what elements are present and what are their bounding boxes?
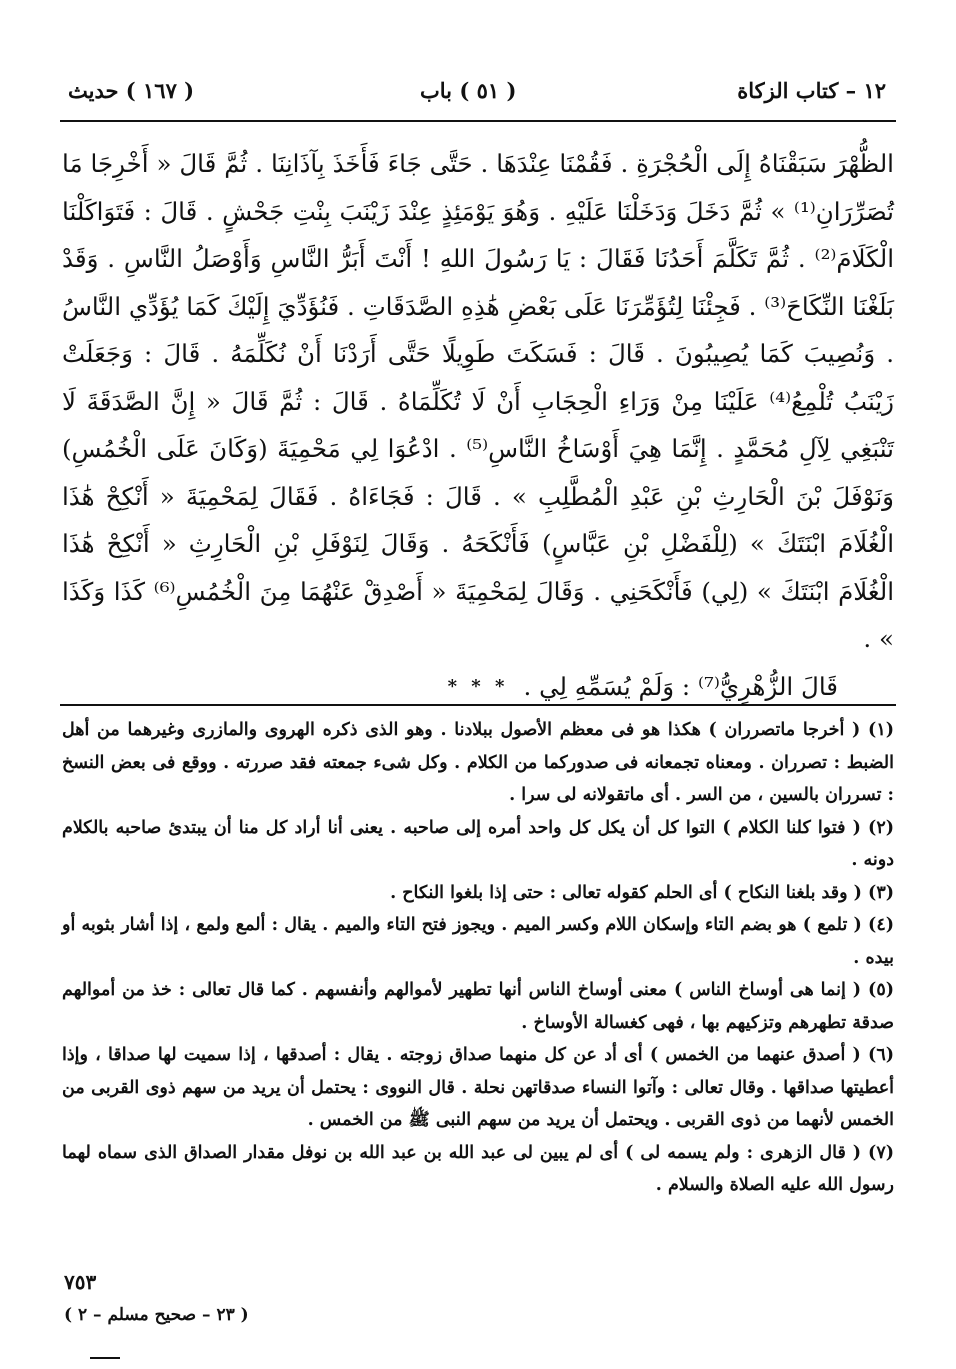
section-separator: * * *: [447, 676, 509, 697]
footnote-5: (٥) ( إنما هى أوساخ الناس ) معنى أوساخ الناس أنها تطهير لأموالهم وأنفسهم . كما قال تعالى : خذ من أموالهم صدقة تطهرهم وتزكيهم بها ، فهى كغسالة الأوساخ .: [62, 980, 894, 1033]
header-divider: [60, 120, 896, 122]
footnote-2: (٢) ( فتوا كلنا الكلام ) التوا كل أن يكل كل واحد أمره إلى صاحبه . يعنى أنا أراد كل منا أن يبتدئ صاحبه بالكلام دونه .: [62, 817, 894, 870]
page-number: ٧٥٣: [64, 1270, 97, 1294]
footnote-7: (٧) ( قال الزهرى : ولم يسمه لى ) أى لم يبين لى عبد الله بن عبد الله بن نوفل مقدار الصداق الذى سماه لهما رسول الله عليه الصلاة والسلام .: [62, 1142, 894, 1195]
page-header: [60, 70, 896, 120]
footnotes: [62, 714, 894, 1202]
footnote-3: (٣) ( وقد بلغنا النكاح ) أى الحلم كقوله تعالى : حتى إذا بلغوا النكاح .: [390, 882, 894, 903]
hadith-closing-line: قَالَ الزُّهْرِيُّ⁽⁷⁾ : وَلَمْ يُسَمِّهِ لِي .: [523, 671, 838, 701]
book-title: ١٢ – كتاب الزكاة: [737, 78, 886, 103]
hadith-paragraph: الظُّهْرَ سَبَقْنَاهُ إِلَى الْحُجْرَةِ . فَقُمْنَا عِنْدَهَا . حَتَّى جَاءَ فَأَخَذَ بِآذَانِنَا . ثُمَّ قَالَ « أَخْرِجَا مَا تُصَرِّرَانِ⁽¹⁾ » ثُمَّ دَخَلَ وَدَخَلْنَا عَلَيْهِ . وَهُوَ يَوْمَئِذٍ عِنْدَ زَيْنَبَ بِنْتِ جَحْشٍ . قَالَ : فَتَوَاكَلْنَا الْكَلَامَ⁽²⁾ . ثُمَّ تَكَلَّمَ أَحَدُنَا فَقَالَ : يَا رَسُولَ اللهِ ! أَنْتَ أَبَرُّ النَّاسِ وَأَوْصَلُ النَّاسِ . وَقَدْ بَلَغْنَا النِّكَاحَ⁽³⁾ . فَجِئْنَا لِتُؤَمِّرَنَا عَلَى بَعْضِ هَٰذِهِ الصَّدَقَاتِ . فَنُؤَدِّيَ إِلَيْكَ كَمَا يُؤَدِّي النَّاسُ . وَنُصِيبَ كَمَا يُصِيبُونَ . قَالَ : فَسَكَتَ طَوِيلًا حَتَّى أَرَدْنَا أَنْ نُكَلِّمَهُ . قَالَ : وَجَعَلَتْ زَيْنَبُ تُلْمِعُ⁽⁴⁾ عَلَيْنَا مِنْ وَرَاءِ الْحِجَابِ أَنْ لَا تُكَلِّمَاهُ . قَالَ : ثُمَّ قَالَ « إِنَّ الصَّدَقَةَ لَا تَنْبَغِي لِآلِ مُحَمَّدٍ . إِنَّمَا هِيَ أَوْسَاخُ النَّاسِ⁽⁵⁾ . ادْعُوَا لِي مَحْمِيَةَ (وَكَانَ عَلَى الْخُمُسِ) وَنَوْفَلَ بْنَ الْحَارِثِ بْنِ عَبْدِ الْمُطَّلِبِ » . قَالَ : فَجَاءَاهُ . فَقَالَ لِمَحْمِيَةَ « أَنْكِحْ هَٰذَا الْغُلَامَ ابْنَتَكَ » (لِلْفَضْلِ بْنِ عَبَّاسٍ) فَأَنْكَحَهُ . وَقَالَ لِنَوْفَلِ بْنِ الْحَارِثِ « أَنْكِحْ هَٰذَا الْغُلَامَ ابْنَتَكَ » (لِي) فَأَنْكَحَنِي . وَقَالَ لِمَحْمِيَةَ « أَصْدِقْ عَنْهُمَا مِنَ الْخُمُسِ⁽⁶⁾ كَذَا وَكَذَا » .: [62, 149, 895, 653]
chapter-label: ( ٥١ ) باب: [420, 78, 517, 103]
footnote-divider: [60, 704, 896, 706]
hadith-number: ( ١٦٧ ) حديث: [68, 78, 195, 103]
printer-signature: ( ٢٣ – صحيح مسلم – ٢ ): [64, 1305, 249, 1325]
bottom-rule: [90, 1357, 120, 1359]
footnote-1: (١) ( أخرجا ماتصرران ) هكذا هو فى معظم الأصول ببلادنا . وهو الذى ذكره الهروى والمازرى وغيرهما من أهل الضبط : تصرران . ومعناه تجمعانه فى صدوركما من الكلام . وكل شىء جمعته فقد صررته . ووقع فى بعض النسخ : تسرران بالسين ، من السر . أى ماتقولانه لى سرا .: [62, 720, 894, 805]
footnote-4: (٤) ( تلمع ) هو بضم التاء وإسكان اللام وكسر الميم . ويجوز فتح التاء والميم . يقال : ألمع ولمع ، إذا أشار بثوبه أو بيده .: [62, 915, 894, 968]
footnote-6: (٦) ( أصدق عنهما من الخمس ) أى أد عن كل منهما صداق زوجته . يقال : أصدقها ، إذا سميت لها صداقا ، وإذا أعطيتها صداقها . وقال تعالى : وآتوا النساء صدقاتهن نحلة . قال النووى : يحتمل أن يريد من سهم ذوى القربى من الخمس لأنهما من ذوى القربى . ويحتمل أن يريد من سهم النبى ﷺ من الخمس .: [62, 1045, 894, 1130]
main-text: [62, 140, 894, 710]
